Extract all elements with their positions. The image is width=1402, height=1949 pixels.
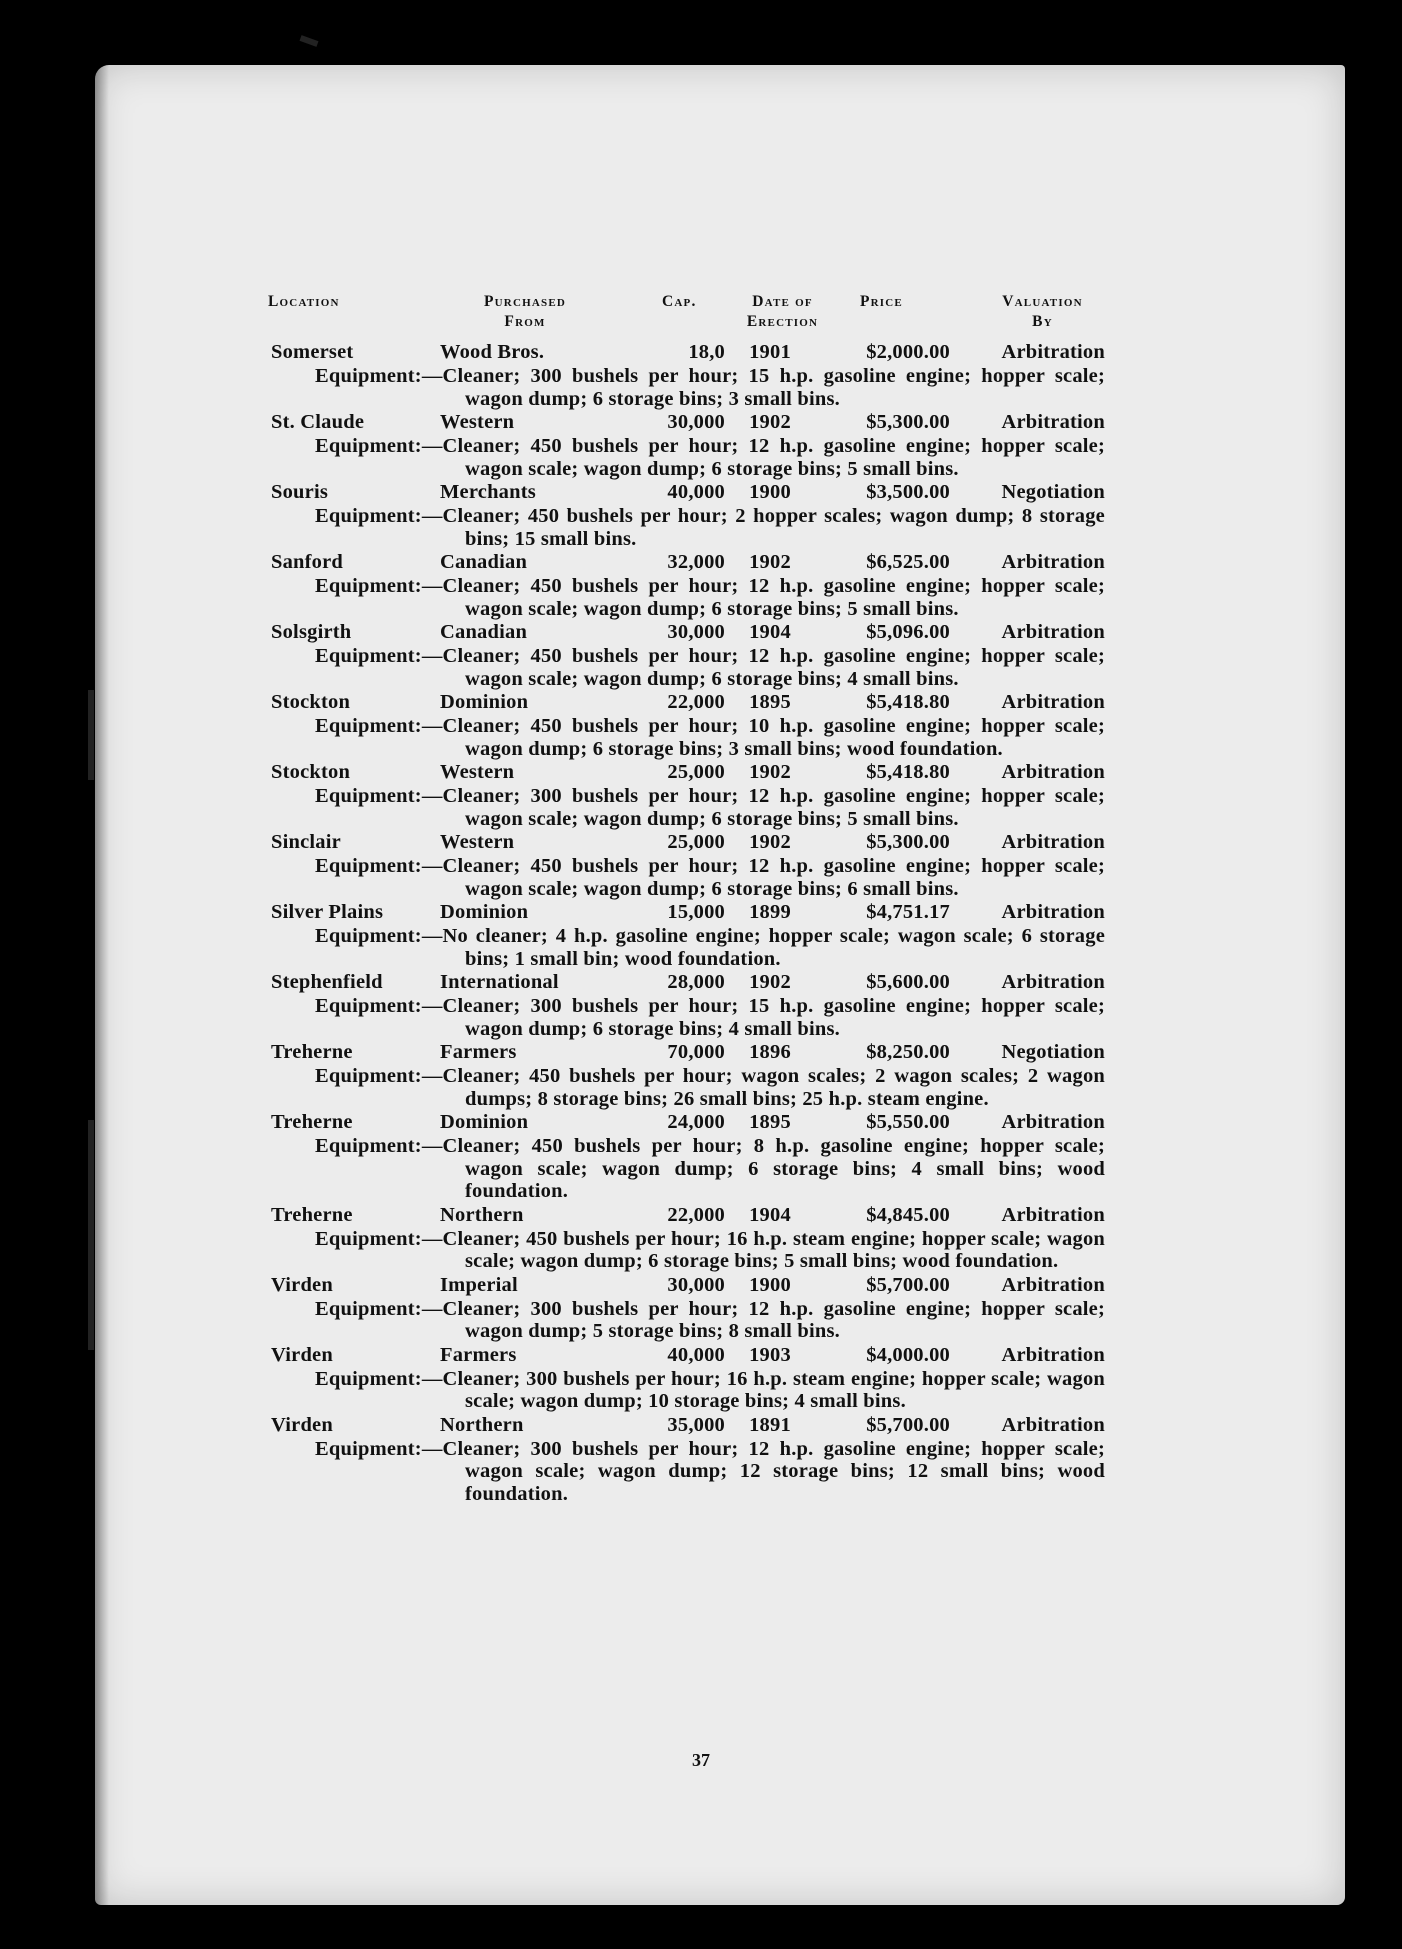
entry-purchased-from: Dominion (440, 691, 529, 713)
entry-location: Stockton (271, 691, 351, 713)
entry-purchased-from: Farmers (440, 1343, 517, 1366)
entry-main-row (265, 1110, 1105, 1135)
header-purchased-line1: Purchased (484, 293, 566, 310)
entry-valuation: Arbitration (1001, 411, 1105, 433)
entry-date-of-erection: 1896 (749, 1041, 791, 1063)
table-entry (265, 760, 1105, 830)
entry-purchased-from: Canadian (440, 551, 528, 573)
equipment-label: Equipment: (315, 575, 422, 597)
equipment-text: —Cleaner; 450 bushels per hour; 12 h.p. gasoline engine; hopper scale; wagon scale; wagon dump; 6 storage bins; 6 small bins. (421, 855, 1105, 900)
equipment-text: —Cleaner; 450 bushels per hour; wagon scales; 2 wagon scales; 2 wagon dumps; 8 storage bins; 26 small bins; 25 h.p. steam engine. (421, 1065, 1105, 1110)
equipment-label: Equipment: (315, 1367, 422, 1390)
entry-valuation: Arbitration (1001, 621, 1105, 643)
scan-mark (300, 35, 319, 47)
page-number: 37 (692, 1750, 710, 1770)
entry-main-row (265, 480, 1105, 505)
entry-location: Sanford (271, 551, 344, 573)
header-date-of-erection (725, 292, 840, 332)
entry-capacity: 30,000 (667, 411, 725, 433)
entry-main-row (265, 970, 1105, 995)
header-capacity: Cap. (662, 293, 697, 310)
equipment-text: —No cleaner; 4 h.p. gasoline engine; hopper scale; wagon scale; 6 storage bins; 1 small bin; wood foundation. (421, 925, 1105, 970)
equipment-label: Equipment: (315, 435, 422, 457)
entry-main-row (265, 830, 1105, 855)
equipment-label: Equipment: (315, 645, 422, 667)
entry-capacity: 30,000 (667, 621, 725, 643)
entry-equipment (315, 1367, 1105, 1413)
entry-purchased-from: Merchants (440, 481, 536, 503)
entry-price: $5,600.00 (866, 971, 950, 993)
entry-valuation: Arbitration (1001, 971, 1105, 993)
entry-main-row (265, 620, 1105, 645)
entry-price: $8,250.00 (866, 1041, 950, 1063)
header-date-line1: Date of (752, 293, 813, 310)
entry-capacity: 24,000 (667, 1111, 725, 1133)
entry-valuation: Arbitration (1001, 831, 1105, 853)
table-entry (265, 690, 1105, 760)
entry-price: $5,418.80 (866, 691, 950, 713)
entry-capacity: 22,000 (667, 691, 725, 713)
entry-valuation: Arbitration (1001, 761, 1105, 783)
equipment-text: —Cleaner; 450 bushels per hour; 12 h.p. gasoline engine; hopper scale; wagon scale; wagon dump; 6 storage bins; 5 small bins. (421, 575, 1105, 620)
entry-price: $5,550.00 (866, 1111, 950, 1133)
entry-main-row (265, 690, 1105, 715)
header-valuation-by (980, 292, 1105, 332)
entry-equipment (315, 1065, 1105, 1110)
entry-price: $4,751.17 (866, 901, 950, 923)
entry-location: Virden (271, 1413, 333, 1436)
entry-location: Stockton (271, 761, 351, 783)
binding-mark (88, 690, 94, 780)
header-valuation-line2: By (1032, 313, 1053, 330)
entry-purchased-from: Wood Bros. (440, 341, 545, 363)
entry-price: $5,096.00 (866, 621, 950, 643)
entry-purchased-from: Dominion (440, 1111, 529, 1133)
entry-capacity: 40,000 (667, 481, 725, 503)
entry-capacity: 70,000 (667, 1041, 725, 1063)
entry-location: Stephenfield (271, 971, 383, 993)
entry-valuation: Arbitration (1001, 551, 1105, 573)
entry-main-row (265, 340, 1105, 365)
entry-main-row (265, 550, 1105, 575)
equipment-label: Equipment: (315, 1297, 422, 1320)
entry-price: $5,418.80 (866, 761, 950, 783)
equipment-label: Equipment: (315, 365, 422, 387)
entry-date-of-erection: 1902 (749, 761, 791, 783)
equipment-label: Equipment: (315, 715, 422, 737)
table-entry (265, 970, 1105, 1040)
binding-mark (88, 1120, 94, 1350)
entry-purchased-from: Farmers (440, 1041, 517, 1063)
entry-date-of-erection: 1903 (749, 1343, 791, 1366)
table-entry (265, 900, 1105, 970)
entry-valuation: Arbitration (1001, 341, 1105, 363)
table-entry (265, 1203, 1105, 1273)
table-entry (265, 1040, 1105, 1110)
equipment-text: —Cleaner; 300 bushels per hour; 15 h.p. gasoline engine; hopper scale; wagon dump; 6 storage bins; 3 small bins. (421, 365, 1105, 410)
equipment-text: —Cleaner; 450 bushels per hour; 8 h.p. gasoline engine; hopper scale; wagon scale; wagon dump; 6 storage bins; 4 small bins; wood foundation. (421, 1135, 1105, 1202)
entry-valuation: Arbitration (1001, 1343, 1105, 1366)
entry-equipment (315, 1135, 1105, 1203)
entry-purchased-from: Dominion (440, 901, 529, 923)
table-header (265, 292, 1097, 340)
equipment-label: Equipment: (315, 1065, 422, 1087)
entry-capacity: 35,000 (667, 1413, 725, 1436)
entry-valuation: Arbitration (1001, 1273, 1105, 1296)
entry-capacity: 25,000 (667, 761, 725, 783)
entry-date-of-erection: 1902 (749, 551, 791, 573)
entry-equipment (315, 715, 1105, 760)
entry-capacity: 28,000 (667, 971, 725, 993)
equipment-label: Equipment: (315, 1135, 422, 1157)
table-entry (265, 1110, 1105, 1203)
entry-location: Somerset (271, 341, 354, 363)
entry-price: $5,300.00 (866, 411, 950, 433)
entry-date-of-erection: 1902 (749, 831, 791, 853)
table-entry (265, 480, 1105, 550)
header-purchased-from (455, 292, 595, 332)
entry-purchased-from: Western (440, 761, 515, 783)
equipment-text: —Cleaner; 300 bushels per hour; 16 h.p. steam engine; hopper scale; wagon scale; wagon dump; 10 storage bins; 4 small bins. (421, 1367, 1105, 1412)
entry-valuation: Arbitration (1001, 901, 1105, 923)
entry-purchased-from: International (440, 971, 559, 993)
entry-main-row (265, 1040, 1105, 1065)
entry-price: $6,525.00 (866, 551, 950, 573)
entry-equipment (315, 995, 1105, 1040)
entry-price: $2,000.00 (866, 341, 950, 363)
equipment-text: —Cleaner; 450 bushels per hour; 12 h.p. gasoline engine; hopper scale; wagon scale; wagon dump; 6 storage bins; 4 small bins. (421, 645, 1105, 690)
entry-date-of-erection: 1899 (749, 901, 791, 923)
entry-main-row (265, 900, 1105, 925)
entry-valuation: Arbitration (1001, 1413, 1105, 1436)
entry-equipment (315, 505, 1105, 550)
entry-capacity: 25,000 (667, 831, 725, 853)
equipment-text: —Cleaner; 300 bushels per hour; 15 h.p. gasoline engine; hopper scale; wagon dump; 6 storage bins; 4 small bins. (421, 995, 1105, 1040)
entry-valuation: Arbitration (1001, 1111, 1105, 1133)
entry-capacity: 40,000 (667, 1343, 725, 1366)
entry-valuation: Negotiation (1001, 481, 1105, 503)
entry-equipment (315, 575, 1105, 620)
equipment-label: Equipment: (315, 925, 422, 947)
entry-capacity: 30,000 (667, 1273, 725, 1296)
entry-price: $5,300.00 (866, 831, 950, 853)
entry-date-of-erection: 1904 (749, 1203, 791, 1226)
equipment-label: Equipment: (315, 1227, 422, 1250)
entry-date-of-erection: 1895 (749, 1111, 791, 1133)
equipment-label: Equipment: (315, 785, 422, 807)
table-entry (265, 340, 1105, 410)
page-fold-shadow (95, 65, 109, 1905)
entry-location: Virden (271, 1343, 333, 1366)
equipment-text: —Cleaner; 450 bushels per hour; 12 h.p. gasoline engine; hopper scale; wagon scale; wagon dump; 6 storage bins; 5 small bins. (421, 435, 1105, 480)
entry-date-of-erection: 1901 (749, 341, 791, 363)
entry-location: Silver Plains (271, 901, 384, 923)
entry-capacity: 15,000 (667, 901, 725, 923)
entry-price: $3,500.00 (866, 481, 950, 503)
equipment-label: Equipment: (315, 505, 422, 527)
equipment-text: —Cleaner; 300 bushels per hour; 12 h.p. gasoline engine; hopper scale; wagon scale; wagon dump; 12 storage bins; 12 small bins; wood foundation. (421, 1437, 1105, 1505)
entry-location: Treherne (271, 1111, 353, 1133)
equipment-text: —Cleaner; 300 bushels per hour; 12 h.p. gasoline engine; hopper scale; wagon scale; wagon dump; 6 storage bins; 5 small bins. (421, 785, 1105, 830)
entry-main-row (265, 1413, 1105, 1438)
entry-valuation: Arbitration (1001, 691, 1105, 713)
entries-list (265, 340, 1105, 1505)
entry-location: Sinclair (271, 831, 341, 853)
entry-location: Treherne (271, 1041, 353, 1063)
elevator-table (265, 292, 1105, 1505)
table-entry (265, 1413, 1105, 1506)
entry-date-of-erection: 1895 (749, 691, 791, 713)
entry-equipment (315, 785, 1105, 830)
entry-price: $4,845.00 (866, 1203, 950, 1226)
equipment-label: Equipment: (315, 1437, 422, 1460)
entry-location: Solsgirth (271, 621, 352, 643)
entry-price: $4,000.00 (866, 1343, 950, 1366)
entry-date-of-erection: 1900 (749, 1273, 791, 1296)
equipment-text: —Cleaner; 450 bushels per hour; 16 h.p. steam engine; hopper scale; wagon scale; wagon dump; 6 storage bins; 5 small bins; wood foundation. (421, 1227, 1105, 1272)
table-entry (265, 620, 1105, 690)
entry-date-of-erection: 1904 (749, 621, 791, 643)
entry-main-row (265, 760, 1105, 785)
table-entry (265, 830, 1105, 900)
equipment-text: —Cleaner; 450 bushels per hour; 2 hopper scales; wagon dump; 8 storage bins; 15 small bins. (421, 505, 1105, 550)
entry-location: Treherne (271, 1203, 353, 1226)
entry-valuation: Negotiation (1001, 1041, 1105, 1063)
entry-purchased-from: Western (440, 411, 515, 433)
entry-main-row (265, 1343, 1105, 1368)
equipment-text: —Cleaner; 300 bushels per hour; 12 h.p. gasoline engine; hopper scale; wagon dump; 5 storage bins; 8 small bins. (421, 1297, 1105, 1342)
header-location: Location (268, 293, 340, 310)
entry-price: $5,700.00 (866, 1273, 950, 1296)
entry-capacity: 22,000 (667, 1203, 725, 1226)
entry-location: St. Claude (271, 411, 365, 433)
entry-equipment (315, 1227, 1105, 1273)
entry-equipment (315, 1297, 1105, 1343)
entry-price: $5,700.00 (866, 1413, 950, 1436)
entry-equipment (315, 435, 1105, 480)
entry-date-of-erection: 1902 (749, 411, 791, 433)
table-entry (265, 1343, 1105, 1413)
entry-location: Souris (271, 481, 329, 503)
table-entry (265, 410, 1105, 480)
entry-purchased-from: Imperial (440, 1273, 518, 1296)
entry-date-of-erection: 1891 (749, 1413, 791, 1436)
entry-date-of-erection: 1902 (749, 971, 791, 993)
table-entry (265, 550, 1105, 620)
header-purchased-line2: From (504, 313, 546, 330)
entry-date-of-erection: 1900 (749, 481, 791, 503)
header-price: Price (860, 293, 903, 310)
entry-equipment (315, 365, 1105, 410)
table-entry (265, 1273, 1105, 1343)
equipment-label: Equipment: (315, 855, 422, 877)
equipment-text: —Cleaner; 450 bushels per hour; 10 h.p. gasoline engine; hopper scale; wagon dump; 6 storage bins; 3 small bins; wood foundation. (421, 715, 1105, 760)
entry-purchased-from: Northern (440, 1203, 524, 1226)
header-valuation-line1: Valuation (1002, 293, 1083, 310)
entry-main-row (265, 1273, 1105, 1298)
entry-equipment (315, 645, 1105, 690)
equipment-label: Equipment: (315, 995, 422, 1017)
entry-valuation: Arbitration (1001, 1203, 1105, 1226)
entry-equipment (315, 925, 1105, 970)
entry-location: Virden (271, 1273, 333, 1296)
entry-main-row (265, 410, 1105, 435)
entry-purchased-from: Northern (440, 1413, 524, 1436)
entry-capacity: 32,000 (667, 551, 725, 573)
header-date-line2: Erection (746, 313, 819, 330)
entry-equipment (315, 1437, 1105, 1506)
entry-equipment (315, 855, 1105, 900)
entry-purchased-from: Canadian (440, 621, 528, 643)
entry-purchased-from: Western (440, 831, 515, 853)
entry-main-row (265, 1203, 1105, 1228)
entry-capacity: 18,0 (688, 341, 725, 363)
